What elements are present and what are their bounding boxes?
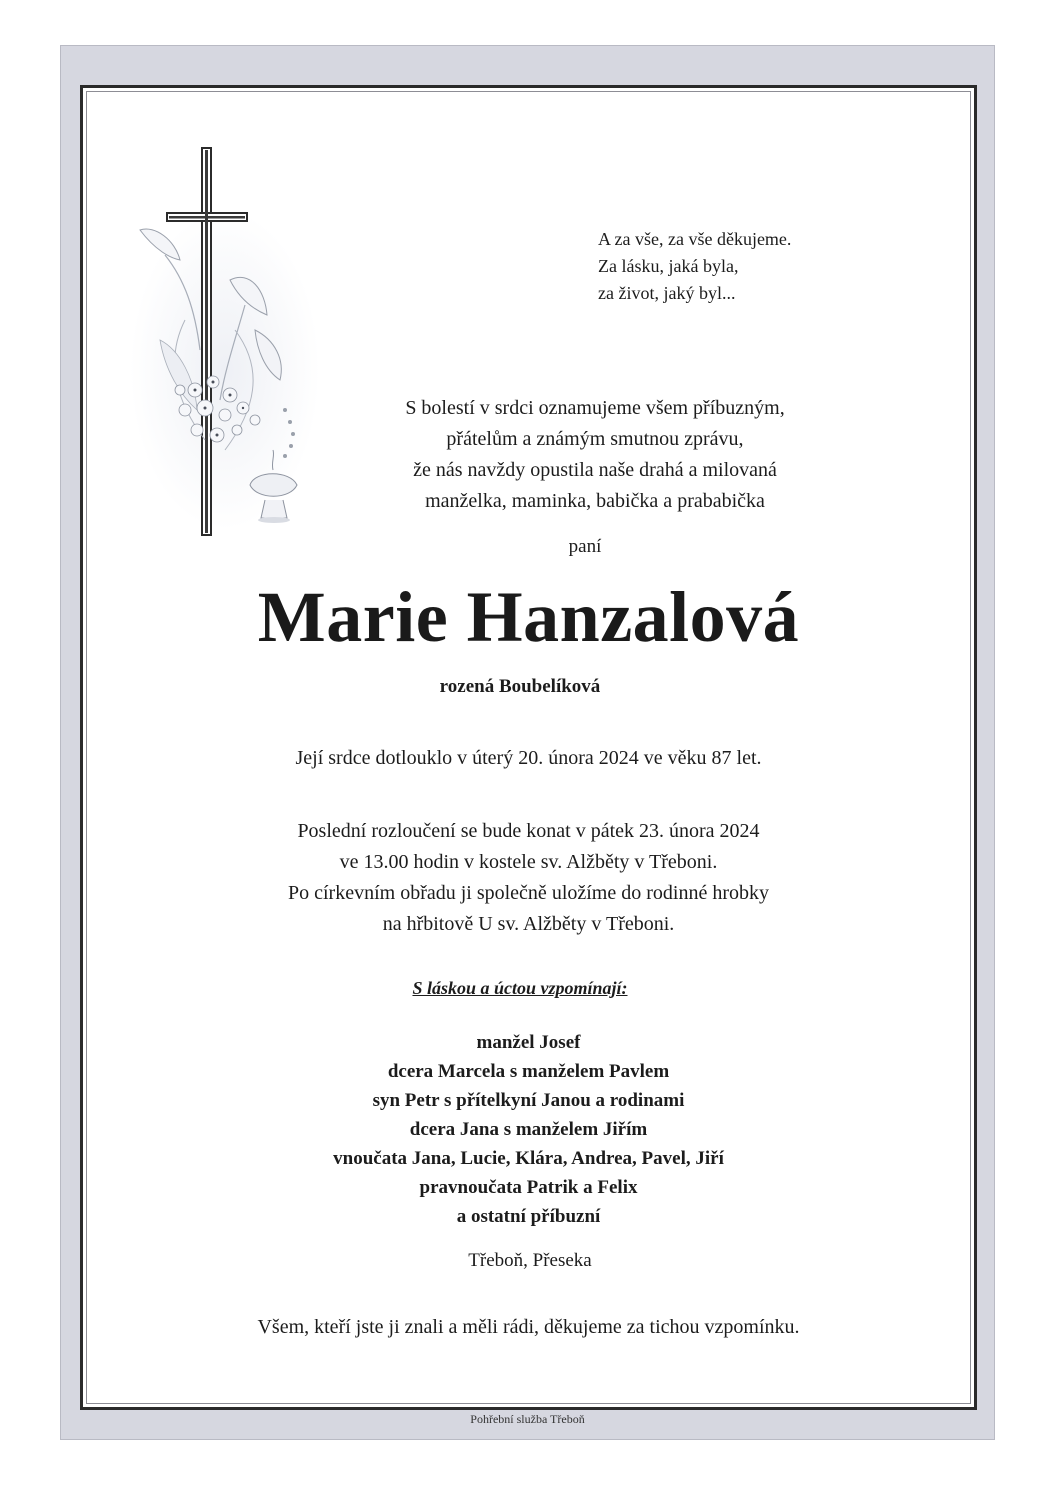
poem — [598, 226, 898, 307]
mourner-item: dcera Marcela s manželem Pavlem — [387, 1061, 670, 1082]
poem-line: Za lásku, jaká byla, — [598, 256, 739, 276]
funeral-service-footer: Pohřební služba Třeboň — [470, 1412, 585, 1426]
poem-line: za život, jaký byl... — [598, 283, 736, 303]
place: Třeboň, Přeseka — [468, 1250, 592, 1271]
mourner-item: a ostatní příbuzní — [456, 1206, 601, 1227]
mourner-item: pravnoučata Patrik a Felix — [419, 1177, 638, 1198]
thanks-line: Všem, kteří jste ji znali a měli rádi, děkujeme za tichou vzpomínku. — [257, 1316, 800, 1338]
notice-line: že nás navždy opustila naše drahá a milovaná — [413, 459, 777, 481]
mourners-list — [80, 1028, 977, 1231]
death-notice — [335, 393, 855, 517]
maiden-name: rozená Boubelíková — [439, 676, 601, 697]
mourner-item: syn Petr s přítelkyní Janou a rodinami — [372, 1090, 685, 1111]
cross-with-lilies-icon — [125, 140, 325, 540]
funeral-info — [80, 816, 977, 940]
mourners-heading: S láskou a úctou vzpomínají: — [412, 978, 628, 998]
mourner-item: manžel Josef — [476, 1032, 581, 1053]
funeral-line: Poslední rozloučení se bude konat v pátek 23. února 2024 — [297, 820, 760, 842]
deceased-name: Marie Hanzalová — [257, 577, 800, 657]
notice-line: přátelům a známým smutnou zprávu, — [446, 428, 744, 450]
funeral-line: ve 13.00 hodin v kostele sv. Alžběty v Třeboni. — [339, 851, 718, 873]
poem-line: A za vše, za vše děkujeme. — [598, 229, 792, 249]
mourner-item: dcera Jana s manželem Jiřím — [409, 1119, 648, 1140]
notice-line: S bolestí v srdci oznamujeme všem příbuzným, — [405, 397, 785, 419]
notice-line: manželka, maminka, babička a prababička — [425, 490, 765, 512]
title-prefix: paní — [568, 536, 602, 557]
mourner-item: vnoučata Jana, Lucie, Klára, Andrea, Pavel, Jiří — [333, 1148, 724, 1169]
funeral-line: Po církevním obřadu ji společně uložíme do rodinné hrobky — [287, 882, 769, 904]
funeral-line: na hřbitově U sv. Alžběty v Třeboni. — [382, 913, 675, 935]
death-date: Její srdce dotlouklo v úterý 20. února 2024 ve věku 87 let. — [295, 747, 762, 769]
